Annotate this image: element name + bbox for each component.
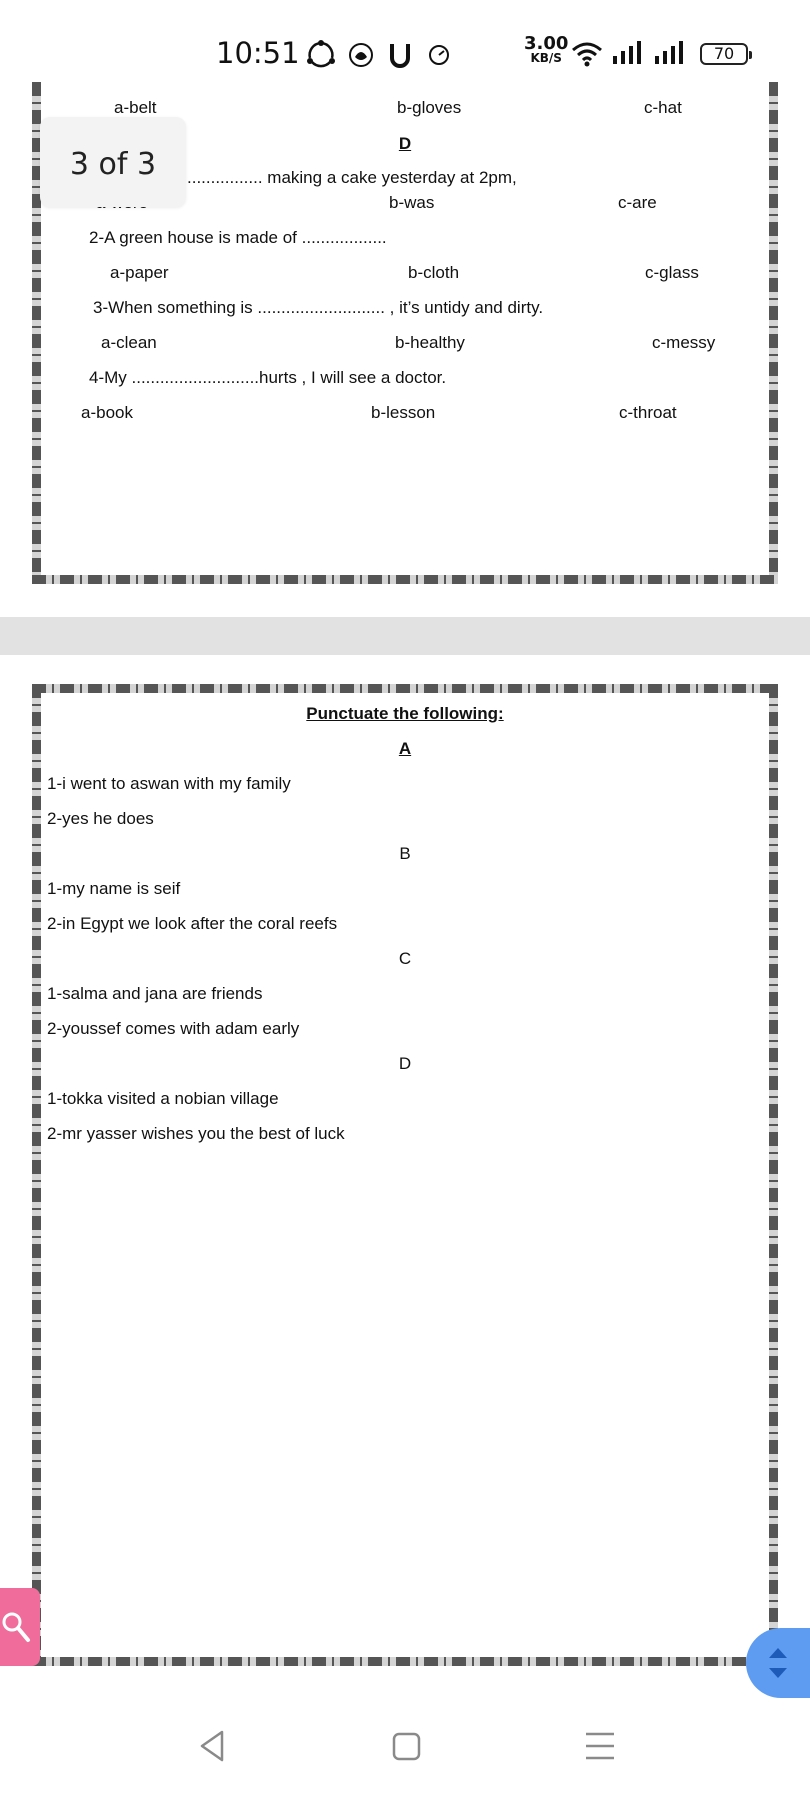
battery-icon: 70 bbox=[700, 43, 748, 65]
wifi-icon bbox=[570, 40, 604, 73]
page-counter bbox=[40, 117, 186, 207]
menu-icon bbox=[584, 1728, 616, 1764]
search-button[interactable] bbox=[0, 1588, 40, 1666]
home-icon bbox=[391, 1728, 423, 1764]
signal-icon-2 bbox=[654, 40, 686, 71]
option-c-throat: c-throat bbox=[619, 403, 677, 422]
question-1-text: ................ making a cake yesterday at 2pm, bbox=[187, 168, 517, 187]
question-3-text: 3-When something is ........................... , it’s untidy and dirty. bbox=[93, 298, 544, 317]
network-speed-value: 3.00 bbox=[524, 33, 569, 54]
option-a-book: a-book bbox=[81, 403, 133, 422]
option-b-cloth: b-cloth bbox=[408, 263, 460, 282]
page-separator bbox=[0, 617, 810, 655]
sentence-a2: 2-yes he does bbox=[47, 809, 154, 828]
page-border-top bbox=[32, 684, 778, 693]
section-label-b: B bbox=[399, 844, 411, 863]
section-label-d: D bbox=[398, 1054, 412, 1073]
sentence-b1: 1-my name is seif bbox=[47, 879, 181, 898]
option-b-healthy: b-healthy bbox=[395, 333, 465, 352]
question-2-text: 2-A green house is made of .................. bbox=[89, 228, 387, 247]
page-counter-text: 3 of 3 bbox=[69, 147, 157, 182]
option-a-paper: a-paper bbox=[110, 263, 169, 282]
sync-icon bbox=[306, 40, 336, 75]
option-b-lesson: b-lesson bbox=[371, 403, 436, 422]
option-b-was: b-was bbox=[389, 193, 435, 212]
status-time: 10:51 bbox=[216, 36, 300, 70]
question-4-text: 4-My ...........................hurts , I will see a doctor. bbox=[89, 368, 447, 387]
option-c-glass: c-glass bbox=[645, 263, 699, 282]
sentence-b2: 2-in Egypt we look after the coral reefs bbox=[47, 914, 338, 933]
page-border-right bbox=[769, 684, 778, 1666]
page-border-bottom bbox=[32, 575, 778, 584]
option-c-are: c-are bbox=[618, 193, 657, 212]
network-speed bbox=[524, 33, 569, 65]
status-bar bbox=[0, 0, 810, 72]
sentence-a1: 1-i went to aswan with my family bbox=[47, 774, 291, 793]
page-border-left bbox=[32, 684, 41, 1666]
page-border-right bbox=[769, 82, 778, 584]
section-label-a: A bbox=[398, 739, 412, 758]
section-label-d: D bbox=[398, 134, 412, 153]
nav-home-button[interactable] bbox=[391, 1728, 423, 1769]
signal-icon bbox=[612, 40, 644, 71]
scroll-arrows-icon bbox=[766, 1642, 790, 1684]
nav-menu-button[interactable] bbox=[584, 1728, 616, 1769]
app-icon bbox=[346, 40, 376, 75]
option-c-hat: c-hat bbox=[644, 98, 682, 117]
option-a-clean: a-clean bbox=[101, 333, 157, 352]
network-speed-unit: KB/S bbox=[530, 51, 562, 65]
document-page-3 bbox=[32, 684, 778, 1666]
section-label-c: C bbox=[398, 949, 412, 968]
sentence-d2: 2-mr yasser wishes you the best of luck bbox=[47, 1124, 345, 1143]
sentence-c1: 1-salma and jana are friends bbox=[47, 984, 263, 1003]
page-border-bottom bbox=[32, 1657, 778, 1666]
option-b-gloves: b-gloves bbox=[397, 98, 462, 117]
nav-back-button[interactable] bbox=[196, 1728, 228, 1769]
sentence-d1: 1-tokka visited a nobian village bbox=[47, 1089, 279, 1108]
option-c-messy: c-messy bbox=[652, 333, 716, 352]
back-icon bbox=[196, 1728, 228, 1764]
page-title: Punctuate the following: bbox=[306, 704, 504, 723]
scroll-handle-button[interactable] bbox=[746, 1628, 810, 1698]
speedometer-icon bbox=[426, 40, 452, 75]
sentence-c2: 2-youssef comes with adam early bbox=[47, 1019, 300, 1038]
option-a-belt: a-belt bbox=[114, 98, 157, 117]
u-icon bbox=[388, 40, 412, 75]
search-icon bbox=[2, 1610, 32, 1644]
